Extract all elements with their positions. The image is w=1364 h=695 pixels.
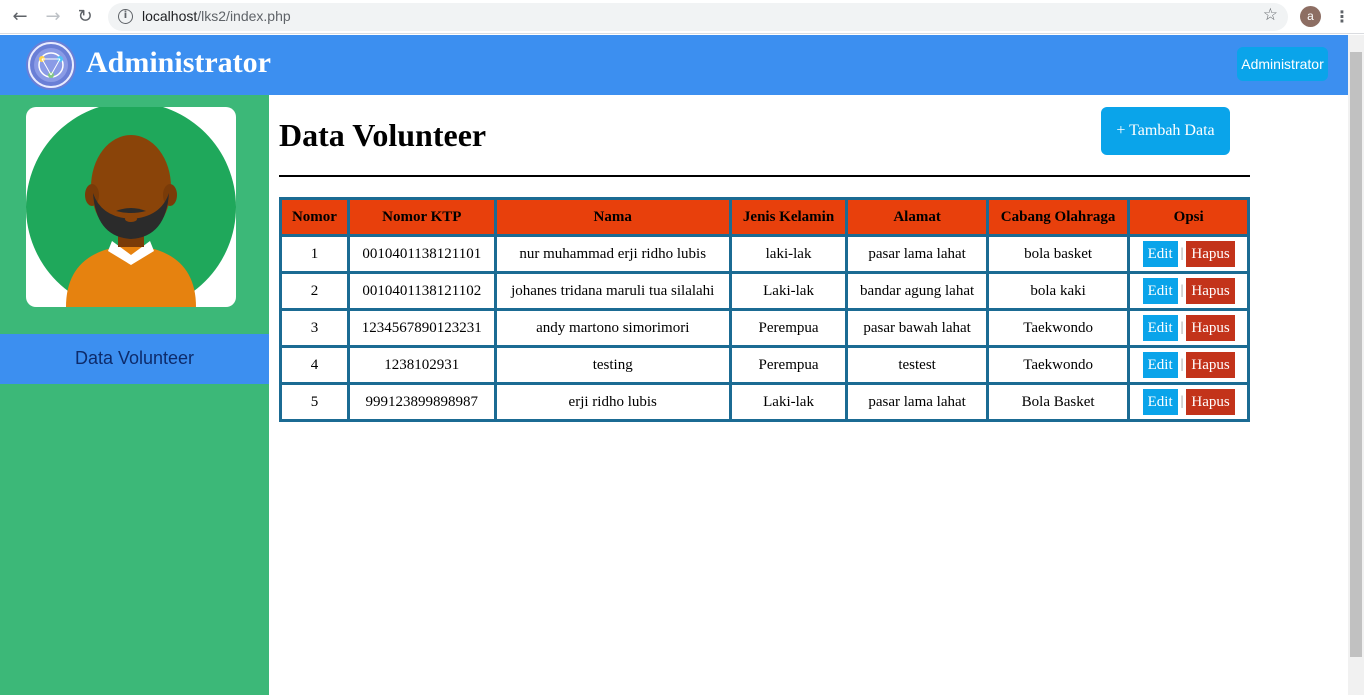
browser-menu-icon[interactable]: ⋮ xyxy=(1334,7,1350,26)
option-separator: | xyxy=(1180,357,1184,372)
cell-nama: andy martono simorimori xyxy=(495,310,730,347)
cell-jenis-kelamin: Laki-lak xyxy=(730,384,847,421)
cell-alamat: pasar lama lahat xyxy=(847,384,987,421)
cell-jenis-kelamin: Perempua xyxy=(730,310,847,347)
cell-ktp: 1238102931 xyxy=(348,347,495,384)
option-separator: | xyxy=(1180,320,1184,335)
cell-opsi xyxy=(1129,273,1249,310)
cell-jenis-kelamin: Laki-lak xyxy=(730,273,847,310)
volunteer-table xyxy=(279,197,1250,422)
back-icon[interactable]: ← xyxy=(12,6,28,27)
column-header-jenis-kelamin: Jenis Kelamin xyxy=(730,199,847,236)
table-row xyxy=(281,310,1249,347)
cell-nama: testing xyxy=(495,347,730,384)
cell-cabang: bola basket xyxy=(987,236,1129,273)
address-bar[interactable] xyxy=(108,3,1288,31)
edit-button[interactable]: Edit xyxy=(1143,315,1178,341)
page-title: Data Volunteer xyxy=(279,117,487,153)
cell-alamat: bandar agung lahat xyxy=(847,273,987,310)
cell-alamat: pasar lama lahat xyxy=(847,236,987,273)
table-row xyxy=(281,384,1249,421)
edit-button[interactable]: Edit xyxy=(1143,352,1178,378)
cell-opsi xyxy=(1129,236,1249,273)
scrollbar-thumb[interactable] xyxy=(1350,52,1362,657)
admin-user-button[interactable]: Administrator xyxy=(1237,47,1328,81)
cell-jenis-kelamin: laki-lak xyxy=(730,236,847,273)
column-header-opsi: Opsi xyxy=(1129,199,1249,236)
cell-jenis-kelamin: Perempua xyxy=(730,347,847,384)
delete-button[interactable]: Hapus xyxy=(1186,278,1234,304)
option-separator: | xyxy=(1180,394,1184,409)
cell-nama: johanes tridana maruli tua silalahi xyxy=(495,273,730,310)
cell-nomor: 2 xyxy=(281,273,349,310)
user-avatar-icon xyxy=(26,107,236,307)
avatar xyxy=(26,107,236,307)
column-header-nomor: Nomor xyxy=(281,199,349,236)
cell-nomor: 5 xyxy=(281,384,349,421)
cell-nomor: 4 xyxy=(281,347,349,384)
table-row xyxy=(281,347,1249,384)
cell-nomor: 3 xyxy=(281,310,349,347)
column-header-alamat: Alamat xyxy=(847,199,987,236)
edit-button[interactable]: Edit xyxy=(1143,278,1178,304)
cell-nama: nur muhammad erji ridho lubis xyxy=(495,236,730,273)
app-header xyxy=(0,35,1348,95)
app-title: Administrator xyxy=(86,46,271,79)
cell-cabang: Bola Basket xyxy=(987,384,1129,421)
table-header-row xyxy=(281,199,1249,236)
delete-button[interactable]: Hapus xyxy=(1186,352,1234,378)
table-row xyxy=(281,236,1249,273)
browser-toolbar xyxy=(0,0,1364,34)
cell-ktp: 0010401138121102 xyxy=(348,273,495,310)
cell-ktp: 999123899898987 xyxy=(348,384,495,421)
url-host: localhost xyxy=(142,8,198,24)
cell-alamat: pasar bawah lahat xyxy=(847,310,987,347)
cell-cabang: Taekwondo xyxy=(987,347,1129,384)
info-icon[interactable]: i xyxy=(118,9,133,24)
delete-button[interactable]: Hapus xyxy=(1186,315,1234,341)
cell-opsi xyxy=(1129,310,1249,347)
option-separator: | xyxy=(1180,283,1184,298)
edit-button[interactable]: Edit xyxy=(1143,389,1178,415)
bookmark-star-icon[interactable]: ☆ xyxy=(1262,5,1278,25)
profile-avatar[interactable]: a xyxy=(1300,6,1321,27)
cell-ktp: 1234567890123231 xyxy=(348,310,495,347)
table-row xyxy=(281,273,1249,310)
column-header-nomor-ktp: Nomor KTP xyxy=(348,199,495,236)
delete-button[interactable]: Hapus xyxy=(1186,241,1234,267)
cell-alamat: testest xyxy=(847,347,987,384)
url-text[interactable] xyxy=(142,8,291,24)
cell-cabang: Taekwondo xyxy=(987,310,1129,347)
option-separator: | xyxy=(1180,246,1184,261)
cell-opsi xyxy=(1129,384,1249,421)
url-path: /lks2/index.php xyxy=(197,8,291,24)
cell-opsi xyxy=(1129,347,1249,384)
app-logo-icon xyxy=(24,39,78,91)
add-data-button[interactable]: + Tambah Data xyxy=(1101,107,1230,155)
forward-icon[interactable]: → xyxy=(45,6,61,27)
cell-ktp: 0010401138121101 xyxy=(348,236,495,273)
cell-cabang: bola kaki xyxy=(987,273,1129,310)
cell-nomor: 1 xyxy=(281,236,349,273)
title-divider xyxy=(279,175,1250,177)
sidebar-item-data-volunteer[interactable]: Data Volunteer xyxy=(0,334,269,384)
page-scrollbar[interactable] xyxy=(1348,35,1364,695)
sidebar xyxy=(0,95,269,695)
edit-button[interactable]: Edit xyxy=(1143,241,1178,267)
column-header-nama: Nama xyxy=(495,199,730,236)
column-header-cabang-olahraga: Cabang Olahraga xyxy=(987,199,1129,236)
delete-button[interactable]: Hapus xyxy=(1186,389,1234,415)
reload-icon[interactable]: ↻ xyxy=(77,6,93,27)
cell-nama: erji ridho lubis xyxy=(495,384,730,421)
